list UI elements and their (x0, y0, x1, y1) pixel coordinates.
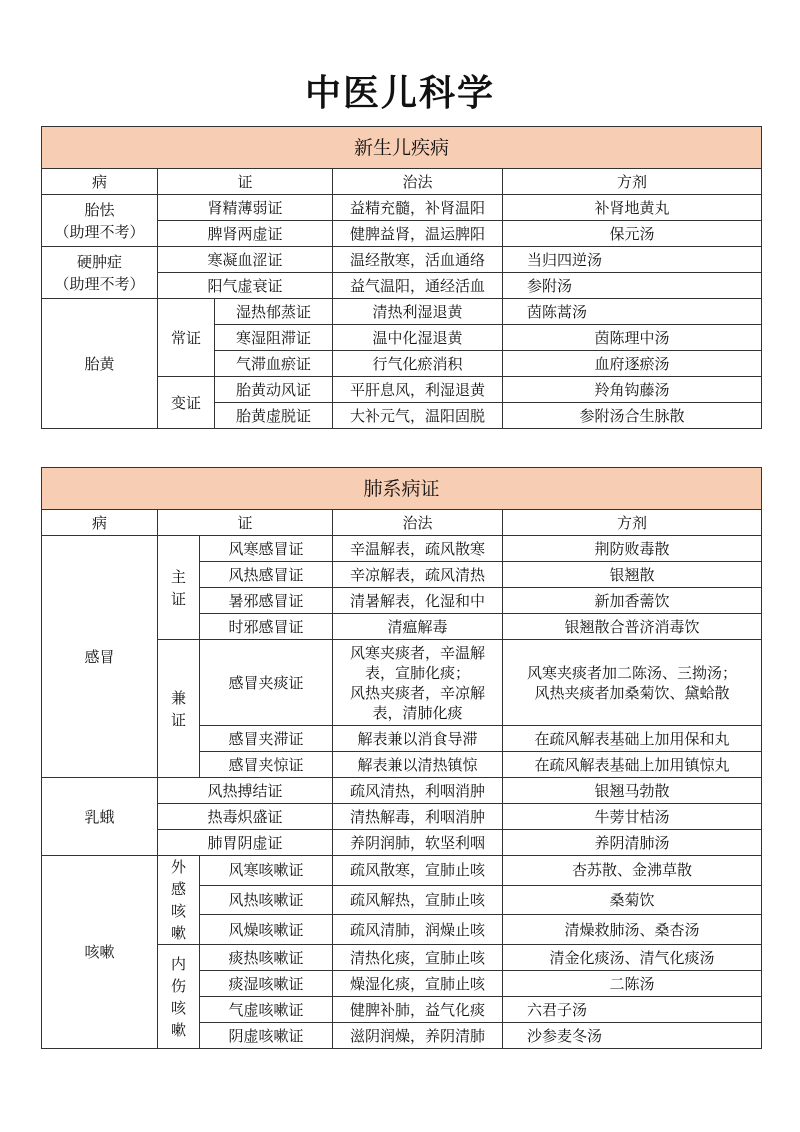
column-header-row (42, 169, 762, 195)
syndrome-cell: 风热感冒证 (200, 562, 333, 588)
header-syndrome: 证 (158, 510, 333, 536)
treatment-cell: 温经散寒，活血通络 (333, 247, 503, 273)
syndrome-cell: 肾精薄弱证 (158, 195, 333, 221)
treatment-cell: 风寒夹痰者，辛温解 表，宣肺化痰； 风热夹痰者，辛凉解 表，清肺化痰 (333, 640, 503, 726)
formula-cell: 沙参麦冬汤 (503, 1023, 762, 1049)
treatment-cell: 燥湿化痰，宣肺止咳 (333, 971, 503, 997)
formula-cell: 血府逐瘀汤 (503, 351, 762, 377)
formula-cell: 二陈汤 (503, 971, 762, 997)
formula-cell: 清金化痰汤、清气化痰汤 (503, 945, 762, 971)
treatment-cell: 益气温阳，通经活血 (333, 273, 503, 299)
disease-cell: 咳嗽 (42, 856, 158, 1049)
formula-cell: 荆防败毒散 (503, 536, 762, 562)
subtype-cell: 变证 (158, 377, 215, 429)
formula-cell: 茵陈理中汤 (503, 325, 762, 351)
treatment-cell: 清热利湿退黄 (333, 299, 503, 325)
syndrome-cell: 时邪感冒证 (200, 614, 333, 640)
syndrome-cell: 痰湿咳嗽证 (200, 971, 333, 997)
section-title: 肺系病证 (42, 468, 762, 510)
table-row (42, 856, 762, 886)
disease-cell: 感冒 (42, 536, 158, 778)
table-row (42, 778, 762, 804)
treatment-cell: 清热解毒，利咽消肿 (333, 804, 503, 830)
header-formula: 方剂 (503, 510, 762, 536)
treatment-cell: 清瘟解毒 (333, 614, 503, 640)
header-syndrome: 证 (158, 169, 333, 195)
syndrome-cell: 风热搏结证 (158, 778, 333, 804)
formula-cell: 在疏风解表基础上加用保和丸 (503, 726, 762, 752)
treatment-cell: 辛凉解表，疏风清热 (333, 562, 503, 588)
section-header-row (42, 127, 762, 169)
header-treatment: 治法 (333, 510, 503, 536)
syndrome-cell: 寒湿阻滞证 (215, 325, 333, 351)
formula-cell: 当归四逆汤 (503, 247, 762, 273)
syndrome-cell: 寒凝血涩证 (158, 247, 333, 273)
formula-cell: 风寒夹痰者加二陈汤、三拗汤； 风热夹痰者加桑菊饮、黛蛤散 (503, 640, 762, 726)
section-title: 新生儿疾病 (42, 127, 762, 169)
formula-cell: 在疏风解表基础上加用镇惊丸 (503, 752, 762, 778)
treatment-cell: 解表兼以消食导滞 (333, 726, 503, 752)
syndrome-cell: 湿热郁蒸证 (215, 299, 333, 325)
formula-cell: 清燥救肺汤、桑杏汤 (503, 915, 762, 945)
formula-cell: 参附汤 (503, 273, 762, 299)
formula-cell: 银翘散 (503, 562, 762, 588)
syndrome-cell: 阳气虚衰证 (158, 273, 333, 299)
formula-cell: 保元汤 (503, 221, 762, 247)
header-disease: 病 (42, 169, 158, 195)
disease-cell: 硬肿症 （助理不考） (42, 247, 158, 299)
syndrome-cell: 胎黄动风证 (215, 377, 333, 403)
treatment-cell: 清热化痰，宣肺止咳 (333, 945, 503, 971)
formula-cell: 六君子汤 (503, 997, 762, 1023)
treatment-cell: 清暑解表，化湿和中 (333, 588, 503, 614)
formula-cell: 新加香薷饮 (503, 588, 762, 614)
table-row (42, 247, 762, 273)
formula-cell: 参附汤合生脉散 (503, 403, 762, 429)
treatment-cell: 温中化湿退黄 (333, 325, 503, 351)
formula-cell: 银翘马勃散 (503, 778, 762, 804)
subtype-cell: 兼 证 (158, 640, 200, 778)
formula-cell: 桑菊饮 (503, 885, 762, 915)
subtype-cell: 外 感 咳 嗽 (158, 856, 200, 945)
disease-cell: 乳蛾 (42, 778, 158, 856)
header-disease: 病 (42, 510, 158, 536)
syndrome-cell: 风热咳嗽证 (200, 885, 333, 915)
lung-disease-table (41, 467, 762, 1049)
syndrome-cell: 感冒夹惊证 (200, 752, 333, 778)
treatment-cell: 疏风清热，利咽消肿 (333, 778, 503, 804)
syndrome-cell: 风燥咳嗽证 (200, 915, 333, 945)
treatment-cell: 辛温解表，疏风散寒 (333, 536, 503, 562)
column-header-row (42, 510, 762, 536)
syndrome-cell: 气虚咳嗽证 (200, 997, 333, 1023)
syndrome-cell: 脾肾两虚证 (158, 221, 333, 247)
treatment-cell: 滋阴润燥，养阴清肺 (333, 1023, 503, 1049)
table-row (42, 299, 762, 325)
formula-cell: 牛蒡甘桔汤 (503, 804, 762, 830)
syndrome-cell: 阴虚咳嗽证 (200, 1023, 333, 1049)
syndrome-cell: 风寒感冒证 (200, 536, 333, 562)
formula-cell: 茵陈蒿汤 (503, 299, 762, 325)
subtype-cell: 内 伤 咳 嗽 (158, 945, 200, 1049)
disease-cell: 胎怯 （助理不考） (42, 195, 158, 247)
table-row (42, 536, 762, 562)
formula-cell: 银翘散合普济消毒饮 (503, 614, 762, 640)
formula-cell: 补肾地黄丸 (503, 195, 762, 221)
page-title: 中医儿科学 (304, 73, 495, 114)
formula-cell: 养阴清肺汤 (503, 830, 762, 856)
subtype-cell: 常证 (158, 299, 215, 377)
treatment-cell: 健脾益肾，温运脾阳 (333, 221, 503, 247)
treatment-cell: 解表兼以清热镇惊 (333, 752, 503, 778)
formula-cell: 羚角钩藤汤 (503, 377, 762, 403)
syndrome-cell: 暑邪感冒证 (200, 588, 333, 614)
treatment-cell: 疏风散寒，宣肺止咳 (333, 856, 503, 886)
disease-cell: 胎黄 (42, 299, 158, 429)
treatment-cell: 养阴润肺，软坚利咽 (333, 830, 503, 856)
treatment-cell: 大补元气，温阳固脱 (333, 403, 503, 429)
syndrome-cell: 气滞血瘀证 (215, 351, 333, 377)
neonatal-table (41, 126, 762, 429)
table-row (42, 195, 762, 221)
formula-cell: 杏苏散、金沸草散 (503, 856, 762, 886)
treatment-cell: 健脾补肺，益气化痰 (333, 997, 503, 1023)
header-formula: 方剂 (503, 169, 762, 195)
treatment-cell: 平肝息风，利湿退黄 (333, 377, 503, 403)
syndrome-cell: 热毒炽盛证 (158, 804, 333, 830)
syndrome-cell: 胎黄虚脱证 (215, 403, 333, 429)
treatment-cell: 疏风清肺，润燥止咳 (333, 915, 503, 945)
treatment-cell: 疏风解热，宣肺止咳 (333, 885, 503, 915)
section-header-row (42, 468, 762, 510)
treatment-cell: 益精充髓，补肾温阳 (333, 195, 503, 221)
syndrome-cell: 感冒夹滞证 (200, 726, 333, 752)
treatment-cell: 行气化瘀消积 (333, 351, 503, 377)
syndrome-cell: 痰热咳嗽证 (200, 945, 333, 971)
syndrome-cell: 风寒咳嗽证 (200, 856, 333, 886)
syndrome-cell: 感冒夹痰证 (200, 640, 333, 726)
header-treatment: 治法 (333, 169, 503, 195)
syndrome-cell: 肺胃阴虚证 (158, 830, 333, 856)
subtype-cell: 主 证 (158, 536, 200, 640)
